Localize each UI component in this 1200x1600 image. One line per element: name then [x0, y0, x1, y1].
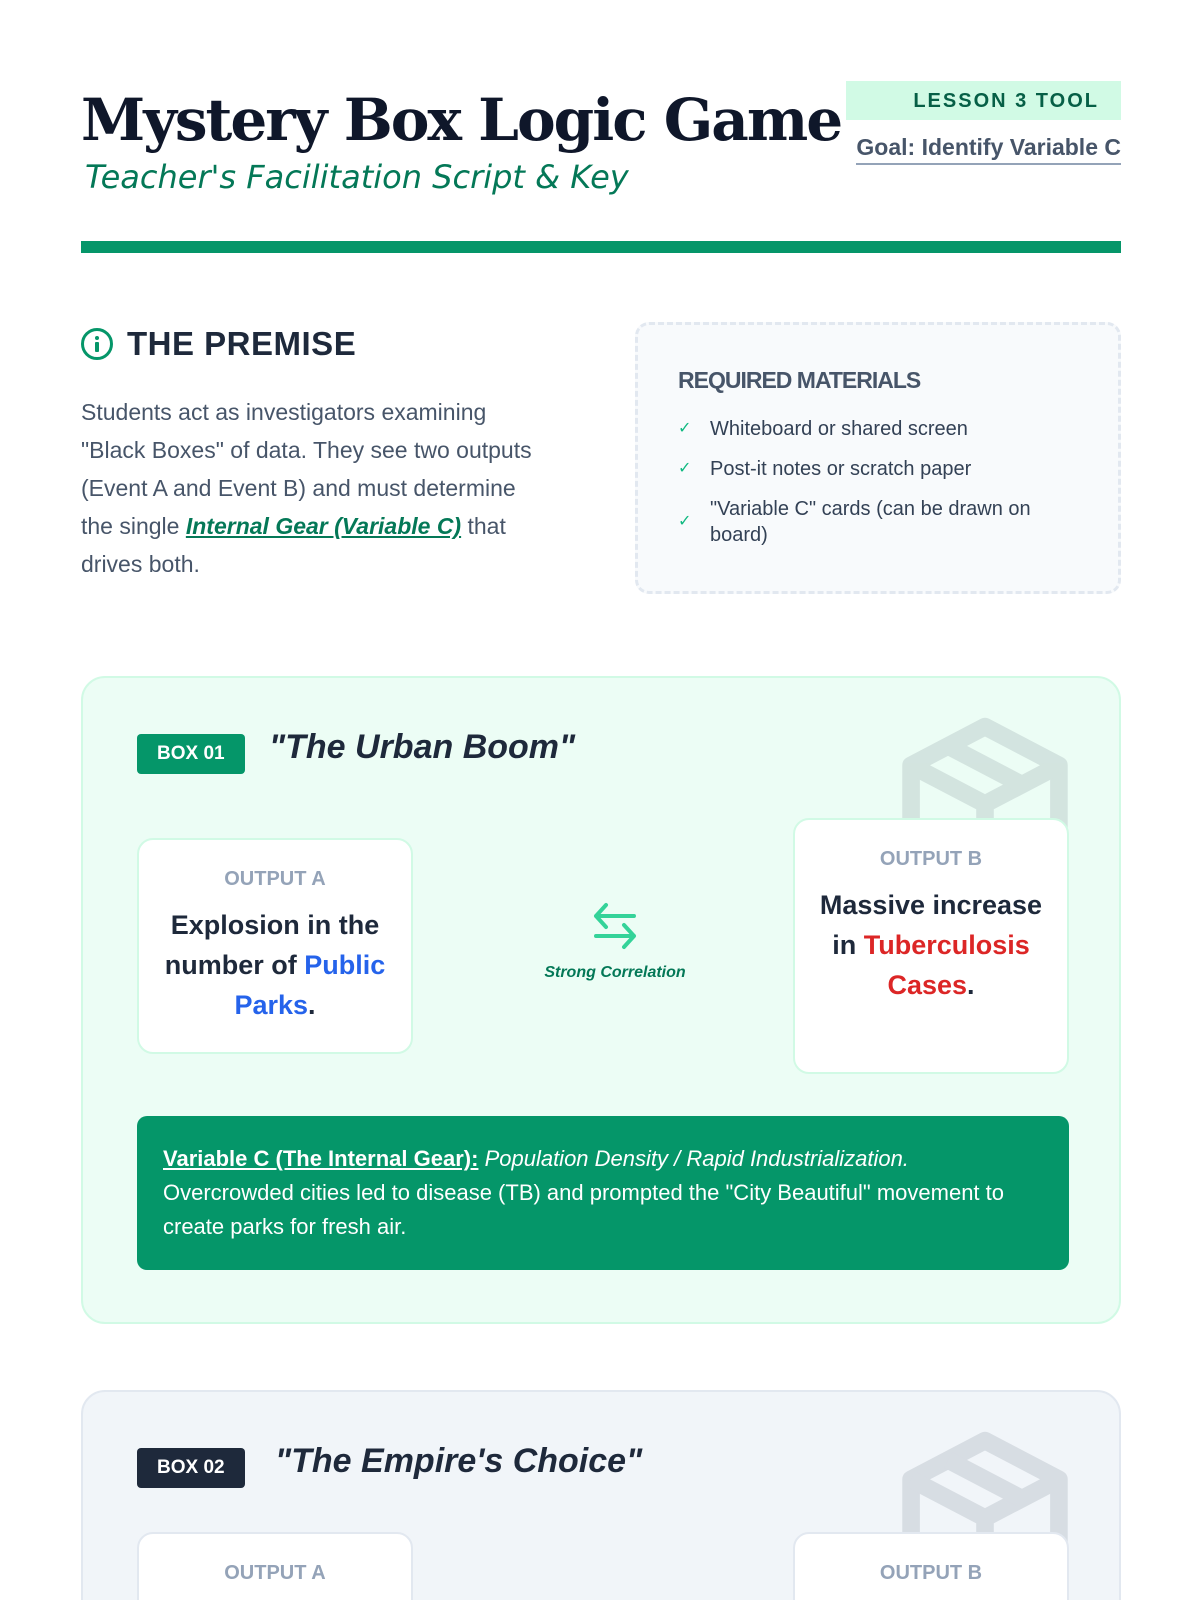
output-text-body: Massive increase in — [819, 890, 1043, 960]
materials-list — [678, 416, 1078, 548]
material-item-label: Whiteboard or shared screen — [710, 418, 968, 440]
material-item-label: Post-it notes or scratch paper — [710, 458, 972, 480]
premise-text-before: Students act as investigators examining "Black Boxes" of data. They see two outputs (Event A and Event B) and must determine the single — [81, 399, 532, 539]
correlation-label: Strong Correlation — [544, 964, 686, 981]
answer-explanation: Overcrowded cities led to disease (TB) and prompted the "City Beautiful" movement to create parks for fresh air. — [163, 1180, 1005, 1239]
header-divider — [81, 241, 1121, 253]
output-a-card — [137, 1532, 413, 1600]
box-title: "The Urban Boom" — [269, 728, 576, 766]
correlation-indicator — [523, 900, 707, 982]
page-header — [81, 78, 1121, 258]
premise-section — [81, 325, 551, 583]
premise-heading: THE PREMISE — [127, 325, 357, 362]
output-label: OUTPUT A — [224, 1562, 326, 1584]
output-label: OUTPUT A — [224, 868, 326, 890]
output-label: OUTPUT B — [879, 848, 983, 870]
materials-panel — [635, 322, 1121, 594]
lesson-badge: LESSON 3 TOOL — [846, 81, 1121, 120]
box-tag: BOX 01 — [137, 734, 245, 774]
page-title: Mystery Box Logic Game — [81, 86, 842, 154]
mystery-box-card — [81, 1390, 1121, 1600]
check-icon: ✓ — [678, 513, 692, 530]
check-icon: ✓ — [678, 460, 692, 477]
arrows-left-right-icon — [590, 900, 640, 952]
page-subtitle: Teacher's Facilitation Script & Key — [85, 158, 629, 196]
output-b-card — [793, 1532, 1069, 1600]
output-label: OUTPUT B — [879, 1562, 983, 1584]
output-highlight: Public Parks — [234, 950, 386, 1020]
answer-key-label: Variable C (The Internal Gear): — [163, 1146, 479, 1171]
output-text — [139, 905, 411, 1025]
output-b-card — [793, 818, 1069, 1074]
output-text-body: Explosion in the number of — [164, 910, 380, 980]
output-text — [795, 885, 1067, 1005]
box-tag: BOX 02 — [137, 1448, 245, 1488]
output-a-card — [137, 838, 413, 1054]
premise-highlight: Internal Gear (Variable C) — [185, 513, 462, 539]
premise-text-after: that drives both. — [81, 513, 506, 577]
output-text-end: . — [308, 990, 316, 1020]
output-highlight: Tuberculosis Cases — [863, 930, 1030, 1000]
info-circle-icon — [81, 328, 113, 360]
check-icon: ✓ — [678, 420, 692, 437]
list-item — [678, 496, 1078, 548]
box-title: "The Empire's Choice" — [275, 1442, 643, 1480]
goal-text: Goal: Identify Variable C — [856, 134, 1121, 165]
mystery-box-card — [81, 676, 1121, 1324]
list-item — [678, 416, 1078, 442]
premise-header — [81, 325, 551, 363]
answer-key-value: Population Density / Rapid Industrialization. — [484, 1146, 909, 1171]
list-item — [678, 456, 1078, 482]
material-item-label: "Variable C" cards (can be drawn on board) — [710, 498, 1031, 546]
output-text-end: . — [967, 970, 975, 1000]
materials-heading: REQUIRED MATERIALS — [678, 367, 921, 393]
premise-text — [81, 393, 551, 583]
answer-key-panel — [137, 1116, 1069, 1270]
